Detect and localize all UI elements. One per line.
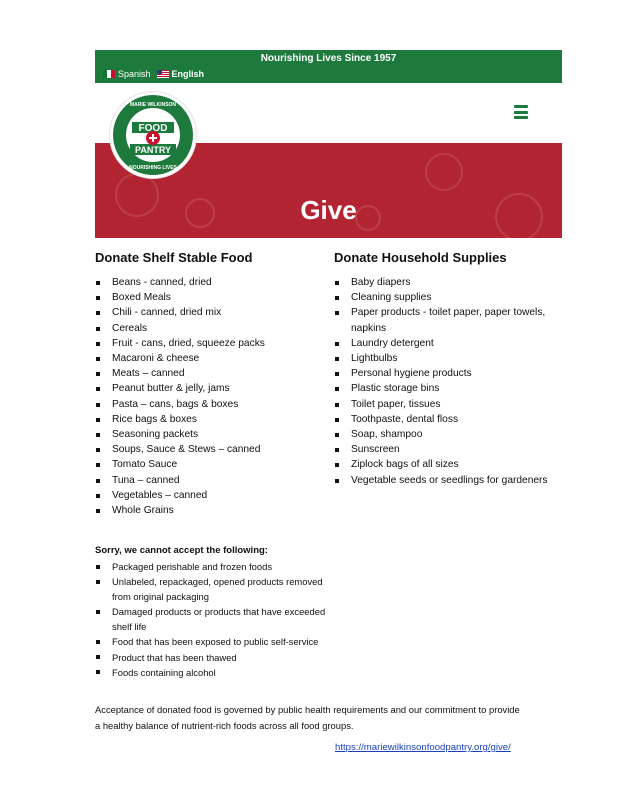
not-accepted-heading: Sorry, we cannot accept the following:: [95, 545, 268, 556]
shelf-stable-item: Boxed Meals: [95, 290, 315, 305]
shelf-stable-item: Pasta – cans, bags & boxes: [95, 397, 315, 412]
logo-word-food: FOOD: [138, 123, 168, 134]
shelf-stable-list: [95, 275, 315, 518]
household-list: [334, 275, 554, 488]
shelf-stable-item: Macaroni & cheese: [95, 351, 315, 366]
household-item: Personal hygiene products: [334, 366, 554, 381]
not-accepted-item: Product that has been thawed: [95, 650, 335, 665]
hamburger-menu-icon[interactable]: [514, 105, 528, 119]
household-item: Cleaning supplies: [334, 290, 554, 305]
household-heading: Donate Household Supplies: [334, 250, 507, 265]
language-spanish-label: Spanish: [118, 69, 151, 79]
shelf-stable-item: Peanut butter & jelly, jams: [95, 381, 315, 396]
food-pantry-logo[interactable]: [110, 92, 196, 178]
give-page-link[interactable]: https://mariewilkinsonfoodpantry.org/give/: [335, 742, 511, 753]
shelf-stable-item: Seasoning packets: [95, 427, 315, 442]
shelf-stable-item: Chili - canned, dried mix: [95, 305, 315, 320]
not-accepted-item: Packaged perishable and frozen foods: [95, 559, 335, 574]
shelf-stable-item: Tuna – canned: [95, 473, 315, 488]
tagline: Nourishing Lives Since 1957: [260, 53, 397, 64]
shelf-stable-item: Soups, Sauce & Stews – canned: [95, 442, 315, 457]
not-accepted-item: Food that has been exposed to public self-service: [95, 634, 335, 649]
household-item: Paper products - toilet paper, paper towels, napkins: [334, 305, 554, 335]
shelf-stable-item: Tomato Sauce: [95, 457, 315, 472]
shelf-stable-item: Rice bags & boxes: [95, 412, 315, 427]
not-accepted-item: Foods containing alcohol: [95, 665, 335, 680]
language-english-label: English: [171, 69, 205, 79]
logo-word-pantry: PANTRY: [135, 145, 171, 155]
household-item: Vegetable seeds or seedlings for gardeners: [334, 473, 554, 488]
shelf-stable-item: Beans - canned, dried: [95, 275, 315, 290]
household-item: Sunscreen: [334, 442, 554, 457]
us-flag-icon: [157, 70, 169, 78]
shelf-stable-item: Fruit - cans, dried, squeeze packs: [95, 336, 315, 351]
household-item: Plastic storage bins: [334, 381, 554, 396]
shelf-stable-item: Vegetables – canned: [95, 488, 315, 503]
acceptance-note: Acceptance of donated food is governed by public health requirements and our commitment to provide a healthy balance of nutrient-rich foods across all food groups.: [95, 704, 520, 731]
language-switcher: [103, 69, 204, 79]
shelf-stable-item: Cereals: [95, 321, 315, 336]
page-title: Give: [300, 195, 357, 225]
mexico-flag-icon: [103, 70, 115, 78]
household-item: Soap, shampoo: [334, 427, 554, 442]
household-item: Toothpaste, dental floss: [334, 412, 554, 427]
not-accepted-item: Damaged products or products that have exceeded shelf life: [95, 604, 335, 634]
household-item: Laundry detergent: [334, 336, 554, 351]
shelf-stable-heading: Donate Shelf Stable Food: [95, 250, 253, 265]
not-accepted-list: [95, 559, 335, 680]
language-english[interactable]: [157, 69, 205, 79]
shelf-stable-item: Meats – canned: [95, 366, 315, 381]
top-banner: [95, 50, 562, 83]
household-item: Toilet paper, tissues: [334, 397, 554, 412]
logo-top-text: MARIE WILKINSON: [129, 102, 177, 108]
language-spanish[interactable]: [103, 69, 151, 79]
shelf-stable-item: Whole Grains: [95, 503, 315, 518]
household-item: Lightbulbs: [334, 351, 554, 366]
not-accepted-item: Unlabeled, repackaged, opened products removed from original packaging: [95, 574, 335, 604]
household-item: Ziplock bags of all sizes: [334, 457, 554, 472]
household-item: Baby diapers: [334, 275, 554, 290]
logo-bottom-text: NOURISHING LIVES: [129, 165, 177, 171]
